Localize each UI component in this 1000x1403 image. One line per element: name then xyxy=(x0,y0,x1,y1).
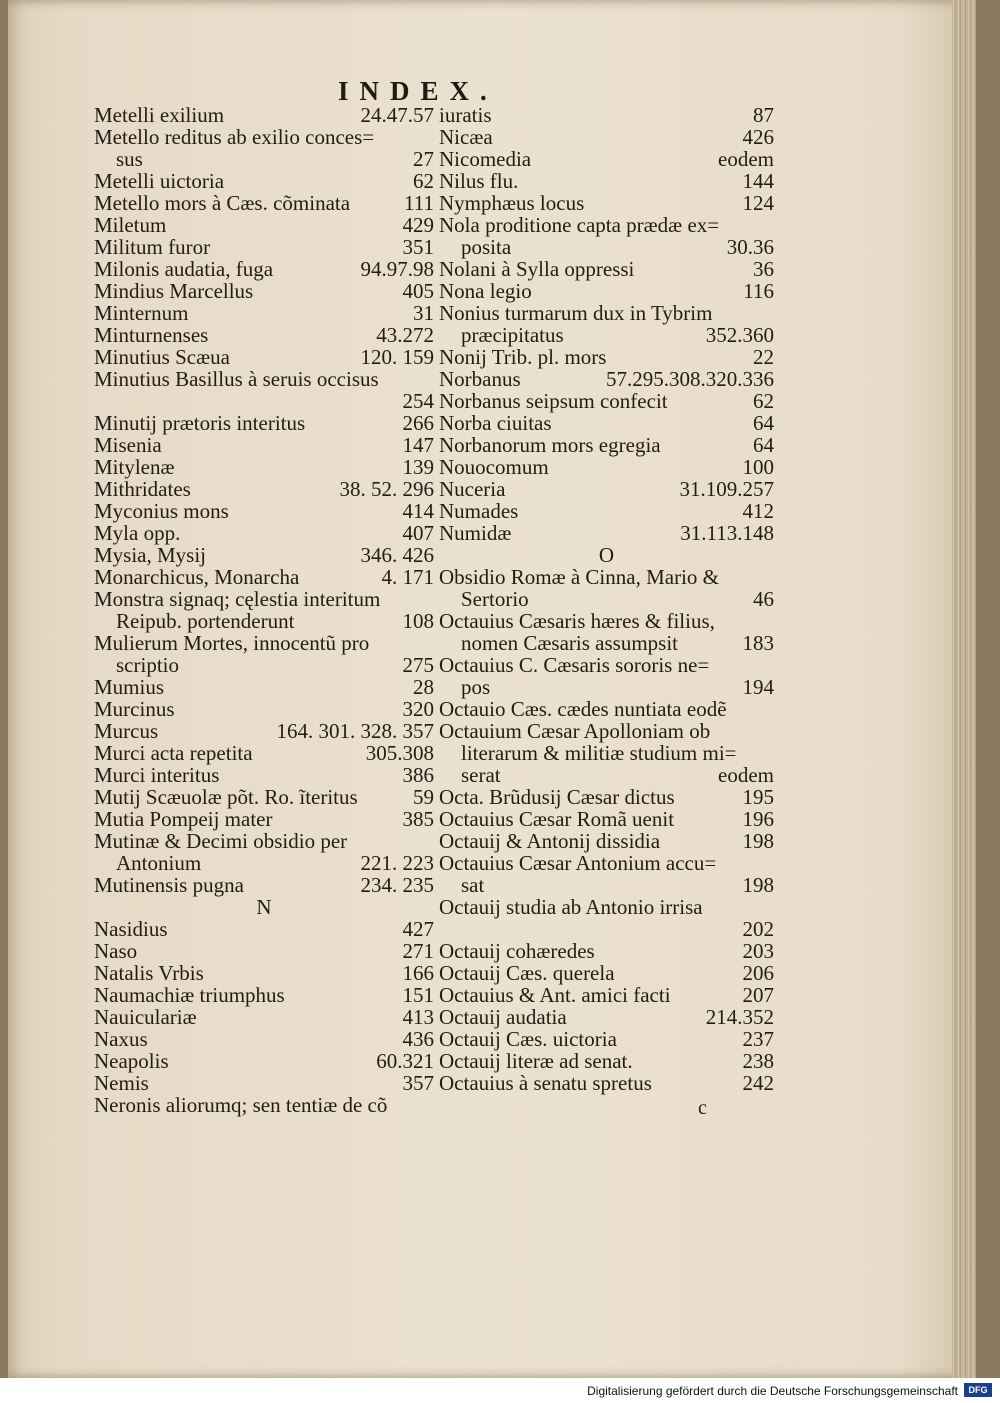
index-entry xyxy=(439,170,774,192)
index-entry xyxy=(94,1006,434,1028)
page-reference: 234. 235 xyxy=(360,873,434,897)
page-reference: 203 xyxy=(742,939,774,963)
index-term: Nicomedia xyxy=(439,147,532,171)
index-term: Murci acta repetita xyxy=(94,741,253,765)
index-entry xyxy=(439,918,774,940)
page-reference: 436 xyxy=(402,1027,434,1051)
index-term: Antonium xyxy=(116,851,202,875)
signature-mark: c xyxy=(698,1097,707,1119)
index-entry xyxy=(94,258,434,280)
index-term: Minutius Basillus à seruis occisus xyxy=(94,367,379,391)
index-term: iuratis xyxy=(439,103,492,127)
page-reference: 405 xyxy=(402,279,434,303)
index-term: Naso xyxy=(94,939,138,963)
index-term: pos xyxy=(461,675,491,699)
index-entry xyxy=(439,632,774,654)
page-reference: 238 xyxy=(742,1049,774,1073)
index-entry xyxy=(439,654,774,676)
page-title: INDEX. xyxy=(338,76,498,106)
index-column-right xyxy=(439,104,774,1094)
page-reference: 64 xyxy=(753,411,774,435)
page-reference: 43.272 xyxy=(376,323,434,347)
index-term: Octauij Cæs. querela xyxy=(439,961,615,985)
index-term: Militum furor xyxy=(94,235,211,259)
page-reference: 31.109.257 xyxy=(679,477,774,501)
section-letter-row xyxy=(439,544,774,566)
index-term: Nasidius xyxy=(94,917,168,941)
index-term: Nauiculariæ xyxy=(94,1005,197,1029)
index-term: Neronis aliorumq; sen tentiæ de cõ xyxy=(94,1093,388,1117)
page-reference: 426 xyxy=(742,125,774,149)
page-reference: 108 xyxy=(402,609,434,633)
page-reference: 100 xyxy=(742,455,774,479)
page-reference: 386 xyxy=(402,763,434,787)
index-term: Octauius Cæsar Romã uenit xyxy=(439,807,675,831)
index-term: Octauij Cæs. uictoria xyxy=(439,1027,617,1051)
index-term: posita xyxy=(461,235,512,259)
index-term: Octauius à senatu spretus xyxy=(439,1071,652,1095)
index-entry xyxy=(439,676,774,698)
index-entry xyxy=(94,1072,434,1094)
index-term: Metello mors à Cæs. cõminata xyxy=(94,191,351,215)
index-term: Miletum xyxy=(94,213,167,237)
index-entry xyxy=(439,786,774,808)
page-reference: 196 xyxy=(742,807,774,831)
index-entry xyxy=(439,566,774,588)
index-entry xyxy=(439,764,774,786)
index-entry xyxy=(94,632,434,654)
index-entry xyxy=(94,874,434,896)
index-entry xyxy=(439,940,774,962)
index-entry xyxy=(439,896,774,918)
page-reference: 60.321 xyxy=(376,1049,434,1073)
index-entry xyxy=(439,368,774,390)
index-term: Monarchicus, Monarcha xyxy=(94,565,300,589)
page-edge xyxy=(952,0,976,1378)
index-entry xyxy=(94,500,434,522)
index-entry xyxy=(94,918,434,940)
index-term: sus xyxy=(116,147,143,171)
page-reference: 194 xyxy=(742,675,774,699)
index-term: Metello reditus ab exilio conces= xyxy=(94,125,375,149)
page-reference: 46 xyxy=(753,587,774,611)
index-entry xyxy=(439,1006,774,1028)
index-entry xyxy=(439,1072,774,1094)
page-reference: 202 xyxy=(742,917,774,941)
index-term: Metelli uictoria xyxy=(94,169,225,193)
index-entry xyxy=(439,852,774,874)
page-reference: 164. 301. 328. 357 xyxy=(276,719,434,743)
index-entry xyxy=(439,500,774,522)
index-term: Norbanus xyxy=(439,367,521,391)
index-term: Nonij Trib. pl. mors xyxy=(439,345,607,369)
page-reference: 59 xyxy=(413,785,434,809)
section-letter-row xyxy=(94,896,434,918)
index-entry xyxy=(94,786,434,808)
index-term: Mutinensis pugna xyxy=(94,873,244,897)
index-entry xyxy=(439,302,774,324)
page-reference: 346. 426 xyxy=(360,543,434,567)
index-entry xyxy=(94,852,434,874)
page-reference: 206 xyxy=(742,961,774,985)
index-term: Naxus xyxy=(94,1027,148,1051)
index-term: Mulierum Mortes, innocentũ pro xyxy=(94,631,370,655)
page-reference: 36 xyxy=(753,257,774,281)
index-entry xyxy=(94,1094,434,1116)
index-term: Naumachiæ triumphus xyxy=(94,983,285,1007)
page-reference: 427 xyxy=(402,917,434,941)
index-entry xyxy=(94,984,434,1006)
index-entry xyxy=(439,1050,774,1072)
index-entry xyxy=(94,104,434,126)
index-entry xyxy=(94,764,434,786)
index-term: Murci interitus xyxy=(94,763,220,787)
page-reference: 414 xyxy=(402,499,434,523)
index-term: Metelli exilium xyxy=(94,103,225,127)
index-term: Nouocomum xyxy=(439,455,549,479)
index-entry xyxy=(439,1028,774,1050)
index-entry xyxy=(94,1028,434,1050)
index-entry xyxy=(94,610,434,632)
page-reference: 357 xyxy=(402,1071,434,1095)
index-term: Mindius Marcellus xyxy=(94,279,254,303)
index-term: scriptio xyxy=(116,653,179,677)
page-reference: 412 xyxy=(742,499,774,523)
index-term: Myconius mons xyxy=(94,499,229,523)
index-term: Mutinæ & Decimi obsidio per xyxy=(94,829,348,853)
page-reference: 221. 223 xyxy=(360,851,434,875)
index-entry xyxy=(439,346,774,368)
index-term: Minutij prætoris interitus xyxy=(94,411,306,435)
page-reference: 407 xyxy=(402,521,434,545)
index-entry xyxy=(94,434,434,456)
index-entry xyxy=(439,478,774,500)
index-entry xyxy=(439,214,774,236)
index-term: Mitylenæ xyxy=(94,455,175,479)
index-term: Natalis Vrbis xyxy=(94,961,204,985)
index-term: sat xyxy=(461,873,485,897)
page-reference: 237 xyxy=(742,1027,774,1051)
page-reference: 429 xyxy=(402,213,434,237)
page-reference: 166 xyxy=(402,961,434,985)
index-term: Norbanorum mors egregia xyxy=(439,433,661,457)
page-reference: 124 xyxy=(742,191,774,215)
page-reference: eodem xyxy=(718,763,774,787)
page-reference: 214.352 xyxy=(705,1005,774,1029)
page-reference: 413 xyxy=(402,1005,434,1029)
page-reference: 242 xyxy=(742,1071,774,1095)
index-entry xyxy=(94,368,434,390)
page-reference: 4. 171 xyxy=(381,565,434,589)
index-entry xyxy=(439,192,774,214)
index-entry xyxy=(439,126,774,148)
index-term: Nonius turmarum dux in Tybrim xyxy=(439,301,713,325)
index-term: Misenia xyxy=(94,433,162,457)
index-term: Octauius C. Cæsaris sororis ne= xyxy=(439,653,710,677)
page-reference: 94.97.98 xyxy=(360,257,434,281)
page-reference: 385 xyxy=(402,807,434,831)
book-page xyxy=(8,0,976,1378)
page-reference: 38. 52. 296 xyxy=(339,477,434,501)
index-term: Nymphæus locus xyxy=(439,191,585,215)
page-reference: 116 xyxy=(743,279,774,303)
index-entry xyxy=(439,610,774,632)
index-entry xyxy=(94,302,434,324)
index-entry xyxy=(94,192,434,214)
page-reference: 198 xyxy=(742,829,774,853)
index-entry xyxy=(94,830,434,852)
page-reference: 352.360 xyxy=(705,323,774,347)
index-entry xyxy=(94,940,434,962)
index-term: Norba ciuitas xyxy=(439,411,552,435)
index-entry xyxy=(94,214,434,236)
index-entry xyxy=(439,720,774,742)
index-term: Octauius Cæsaris hæres & filius, xyxy=(439,609,715,633)
index-entry xyxy=(439,412,774,434)
index-entry xyxy=(94,478,434,500)
index-term: Mutij Scæuolæ põt. Ro. ĩteritus xyxy=(94,785,358,809)
index-entry xyxy=(439,588,774,610)
index-entry xyxy=(94,148,434,170)
index-term: Nemis xyxy=(94,1071,149,1095)
index-term: Numidæ xyxy=(439,521,512,545)
index-term: Sertorio xyxy=(461,587,529,611)
index-term: Norbanus seipsum confecit xyxy=(439,389,668,413)
page-reference: 351 xyxy=(402,235,434,259)
index-column-left xyxy=(94,104,434,1116)
index-term: Minutius Scæua xyxy=(94,345,230,369)
index-term: Octauium Cæsar Apolloniam ob xyxy=(439,719,711,743)
section-letter: O xyxy=(598,543,615,567)
index-term: Octauij literæ ad senat. xyxy=(439,1049,633,1073)
page-reference: 30.36 xyxy=(726,235,774,259)
index-term: Myla opp. xyxy=(94,521,181,545)
index-term: Nicæa xyxy=(439,125,493,149)
index-entry xyxy=(94,236,434,258)
index-entry xyxy=(439,324,774,346)
index-term: Mumius xyxy=(94,675,165,699)
index-entry xyxy=(94,588,434,610)
index-entry xyxy=(94,456,434,478)
index-entry xyxy=(94,412,434,434)
page-reference: 22 xyxy=(753,345,774,369)
page-reference: 62 xyxy=(413,169,434,193)
footer-credit: Digitalisierung gefördert durch die Deutsche Forschungsgemeinschaft xyxy=(587,1384,958,1398)
index-entry xyxy=(439,258,774,280)
index-entry xyxy=(94,720,434,742)
index-entry xyxy=(94,170,434,192)
index-term: Octauius Cæsar Antonium accu= xyxy=(439,851,717,875)
index-entry xyxy=(94,566,434,588)
index-entry xyxy=(94,324,434,346)
index-entry xyxy=(439,874,774,896)
index-term: Nilus flu. xyxy=(439,169,519,193)
index-entry xyxy=(439,698,774,720)
page-reference: 147 xyxy=(402,433,434,457)
index-entry xyxy=(94,126,434,148)
index-term: Mutia Pompeij mater xyxy=(94,807,273,831)
index-entry xyxy=(439,390,774,412)
index-entry xyxy=(439,280,774,302)
index-entry xyxy=(439,434,774,456)
index-term: Nolani à Sylla oppressi xyxy=(439,257,635,281)
index-entry xyxy=(439,830,774,852)
page-reference: 254 xyxy=(402,389,434,413)
page-reference: 207 xyxy=(742,983,774,1007)
index-term: Nona legio xyxy=(439,279,532,303)
index-term: Octauius & Ant. amici facti xyxy=(439,983,671,1007)
index-term: Neapolis xyxy=(94,1049,169,1073)
index-term: literarum & militiæ studium mi= xyxy=(461,741,737,765)
index-term: Octauij audatia xyxy=(439,1005,567,1029)
index-entry xyxy=(94,676,434,698)
page-reference: 305.308 xyxy=(365,741,434,765)
index-term: nomen Cæsaris assumpsit xyxy=(461,631,679,655)
page-reference: 64 xyxy=(753,433,774,457)
page-reference: 87 xyxy=(753,103,774,127)
page-reference: 120. 159 xyxy=(360,345,434,369)
index-term: Milonis audatia, fuga xyxy=(94,257,274,281)
page-reference: 275 xyxy=(402,653,434,677)
index-entry xyxy=(94,390,434,412)
index-term: serat xyxy=(461,763,501,787)
page-reference: eodem xyxy=(718,147,774,171)
index-term: Numades xyxy=(439,499,519,523)
section-letter: N xyxy=(256,895,272,919)
index-term: Mithridates xyxy=(94,477,191,501)
page-reference: 27 xyxy=(413,147,434,171)
index-term: Obsidio Romæ à Cinna, Mario & xyxy=(439,565,719,589)
index-entry xyxy=(439,808,774,830)
index-term: Mysia, Mysij xyxy=(94,543,207,567)
index-entry xyxy=(439,456,774,478)
dfg-logo: DFG xyxy=(964,1383,992,1397)
page-reference: 28 xyxy=(413,675,434,699)
page-reference: 195 xyxy=(742,785,774,809)
index-entry xyxy=(439,522,774,544)
index-entry xyxy=(94,1050,434,1072)
index-entry xyxy=(94,544,434,566)
index-entry xyxy=(94,698,434,720)
index-entry xyxy=(94,808,434,830)
index-term: Octauio Cæs. cædes nuntiata eodẽ xyxy=(439,697,727,721)
index-term: Murcus xyxy=(94,719,159,743)
page-reference: 198 xyxy=(742,873,774,897)
index-term: Octauij cohæredes xyxy=(439,939,595,963)
index-entry xyxy=(94,962,434,984)
page-reference: 183 xyxy=(742,631,774,655)
index-term: Nola proditione capta prædæ ex= xyxy=(439,213,720,237)
page-reference: 151 xyxy=(402,983,434,1007)
index-term: Reipub. portenderunt xyxy=(116,609,295,633)
page-reference: 57.295.308.320.336 xyxy=(606,367,774,391)
index-entry xyxy=(94,742,434,764)
page-reference: 144 xyxy=(742,169,774,193)
index-entry xyxy=(439,236,774,258)
index-term: Minternum xyxy=(94,301,189,325)
page-reference: 139 xyxy=(402,455,434,479)
page-reference: 111 xyxy=(404,191,434,215)
index-entry xyxy=(439,984,774,1006)
index-entry xyxy=(439,104,774,126)
index-entry xyxy=(94,522,434,544)
index-term: Minturnenses xyxy=(94,323,209,347)
index-term: Octa. Brũdusij Cæsar dictus xyxy=(439,785,675,809)
index-entry xyxy=(439,962,774,984)
index-entry xyxy=(94,280,434,302)
page-reference: 266 xyxy=(402,411,434,435)
page-reference: 24.47.57 xyxy=(360,103,434,127)
index-entry xyxy=(439,148,774,170)
index-entry xyxy=(94,346,434,368)
index-entry xyxy=(439,742,774,764)
index-term: præcipitatus xyxy=(461,323,564,347)
page-reference: 320 xyxy=(402,697,434,721)
page-reference: 31.113.148 xyxy=(680,521,774,545)
index-term: Monstra signaq; cęlestia interitum xyxy=(94,587,381,611)
page-reference: 31 xyxy=(413,301,434,325)
index-term: Octauij studia ab Antonio irrisa xyxy=(439,895,703,919)
index-term: Murcinus xyxy=(94,697,175,721)
page-reference: 62 xyxy=(753,389,774,413)
index-term: Nuceria xyxy=(439,477,506,501)
footer-bar xyxy=(0,1378,1000,1403)
index-entry xyxy=(94,654,434,676)
page-reference: 271 xyxy=(402,939,434,963)
index-term: Octauij & Antonij dissidia xyxy=(439,829,661,853)
